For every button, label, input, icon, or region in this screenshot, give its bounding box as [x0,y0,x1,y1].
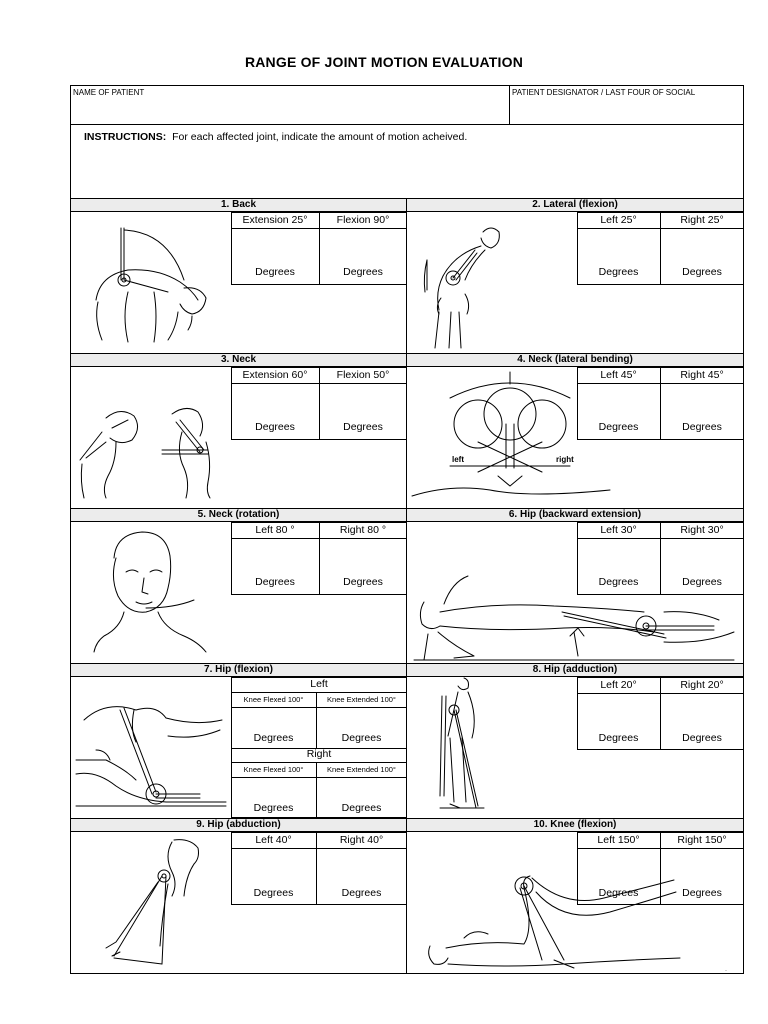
neck-rotation-right-input[interactable]: Degrees [343,576,383,588]
neck-lateral-col2-head: Right 45° [680,369,724,381]
hip-adduction-col2-head: Right 20° [680,679,724,691]
hip-abduction-col2-head: Right 40° [339,834,384,846]
section-hip-flexion-header: 7. Hip (flexion) [70,663,407,677]
hip-backward-illustration [414,572,739,664]
section-hip-backward-header: 6. Hip (backward extension) [406,508,744,522]
page-title: RANGE OF JOINT MOTION EVALUATION [244,54,524,70]
neck-lateral-fig-left: left [452,455,464,464]
section-neck-lateral-header: 4. Neck (lateral bending) [406,353,744,367]
hip-flexion-left-flexed-input[interactable]: Degrees [253,732,294,744]
hip-flexion-left-knee-flexed: Knee Flexed 100° [243,695,304,704]
patient-name-label: NAME OF PATIENT [73,88,145,97]
hip-flexion-right-knee-extended: Knee Extended 100° [327,765,396,774]
hip-flexion-right-label: Right [306,748,332,760]
section-hip-adduction-header: 8. Hip (adduction) [406,663,744,677]
neck-extension-input[interactable]: Degrees [255,421,295,433]
hip-flexion-right-flexed-input[interactable]: Degrees [253,802,294,814]
section-back-header: 1. Back [70,198,407,212]
knee-flexion-col1-head: Left 150° [597,834,640,846]
back-extension-input[interactable]: Degrees [255,266,295,278]
neck-rotation-head-line [231,538,407,539]
neck-head-line [231,383,407,384]
neck-col1-head: Extension 60° [242,369,308,381]
instructions-label: INSTRUCTIONS: [84,131,167,143]
lateral-col2-head: Right 25° [680,214,724,226]
section-lateral-header: 2. Lateral (flexion) [406,198,744,212]
section-hip-abduction-header: 9. Hip (abduction) [70,818,407,832]
neck-lateral-illustration [410,372,620,507]
instructions [84,131,467,143]
neck-rotation-col1-head: Left 80 ° [255,524,295,536]
knee-flexion-right-input[interactable]: Degrees [682,887,722,899]
neck-lateral-col1-head: Left 45° [600,369,637,381]
section-knee-flexion-header: 10. Knee (flexion) [406,818,744,832]
neck-lateral-right-input[interactable]: Degrees [682,421,722,433]
hip-abduction-col1-head: Left 40° [255,834,292,846]
section-neck-header: 3. Neck [70,353,407,367]
section-neck-rotation-header: 5. Neck (rotation) [70,508,407,522]
hip-abduction-left-input[interactable]: Degrees [253,887,294,899]
hip-flexion-left-label: Left [310,678,328,690]
hip-flexion-line-e [231,777,407,778]
footer-mark: · [725,968,727,974]
hip-adduction-col1-head: Left 20° [600,679,637,691]
hip-flexion-illustration [76,690,228,812]
hip-backward-left-input[interactable]: Degrees [598,576,639,588]
neck-col2-head: Flexion 50° [336,369,390,381]
hip-backward-right-input[interactable]: Degrees [682,576,722,588]
neck-lateral-left-input[interactable]: Degrees [598,421,639,433]
patient-name-field[interactable] [70,85,510,125]
back-head-line [231,228,407,229]
hip-flexion-right-knee-flexed: Knee Flexed 100° [243,765,304,774]
knee-flexion-illustration [424,868,686,972]
lateral-illustration [415,220,515,350]
instructions-text: For each affected joint, indicate the amount of motion acheived. [172,131,468,143]
patient-designator-label: PATIENT DESIGNATOR / LAST FOUR OF SOCIAL [512,88,696,97]
back-illustration [88,220,218,345]
hip-flexion-left-knee-extended: Knee Extended 100° [327,695,396,704]
hip-adduction-head-line [577,693,744,694]
hip-backward-col2-head: Right 30° [680,524,724,536]
hip-abduction-head-line [231,848,407,849]
hip-flexion-left-extended-input[interactable]: Degrees [341,732,382,744]
hip-flexion-line-b [231,707,407,708]
hip-abduction-illustration [102,836,217,968]
knee-flexion-left-input[interactable]: Degrees [598,887,639,899]
lateral-left-input[interactable]: Degrees [598,266,639,278]
back-flexion-input[interactable]: Degrees [343,266,383,278]
knee-flexion-head-line [577,848,744,849]
hip-backward-col1-head: Left 30° [600,524,637,536]
back-col1-head: Extension 25° [242,214,308,226]
hip-abduction-right-input[interactable]: Degrees [341,887,382,899]
neck-rotation-illustration [94,528,224,658]
lateral-col1-head: Left 25° [600,214,637,226]
neck-rotation-left-input[interactable]: Degrees [255,576,295,588]
hip-backward-head-line [577,538,744,539]
neck-flexion-input[interactable]: Degrees [343,421,383,433]
lateral-right-input[interactable]: Degrees [682,266,722,278]
back-col2-head: Flexion 90° [336,214,390,226]
hip-flexion-right-extended-input[interactable]: Degrees [341,802,382,814]
neck-illustration [76,402,226,502]
hip-adduction-illustration [436,676,496,811]
knee-flexion-col2-head: Right 150° [677,834,727,846]
lateral-head-line [577,228,744,229]
hip-adduction-left-input[interactable]: Degrees [598,732,639,744]
neck-rotation-col2-head: Right 80 ° [339,524,387,536]
hip-adduction-right-input[interactable]: Degrees [682,732,722,744]
neck-lateral-fig-right: right [556,455,574,464]
patient-designator-field[interactable] [509,85,744,125]
